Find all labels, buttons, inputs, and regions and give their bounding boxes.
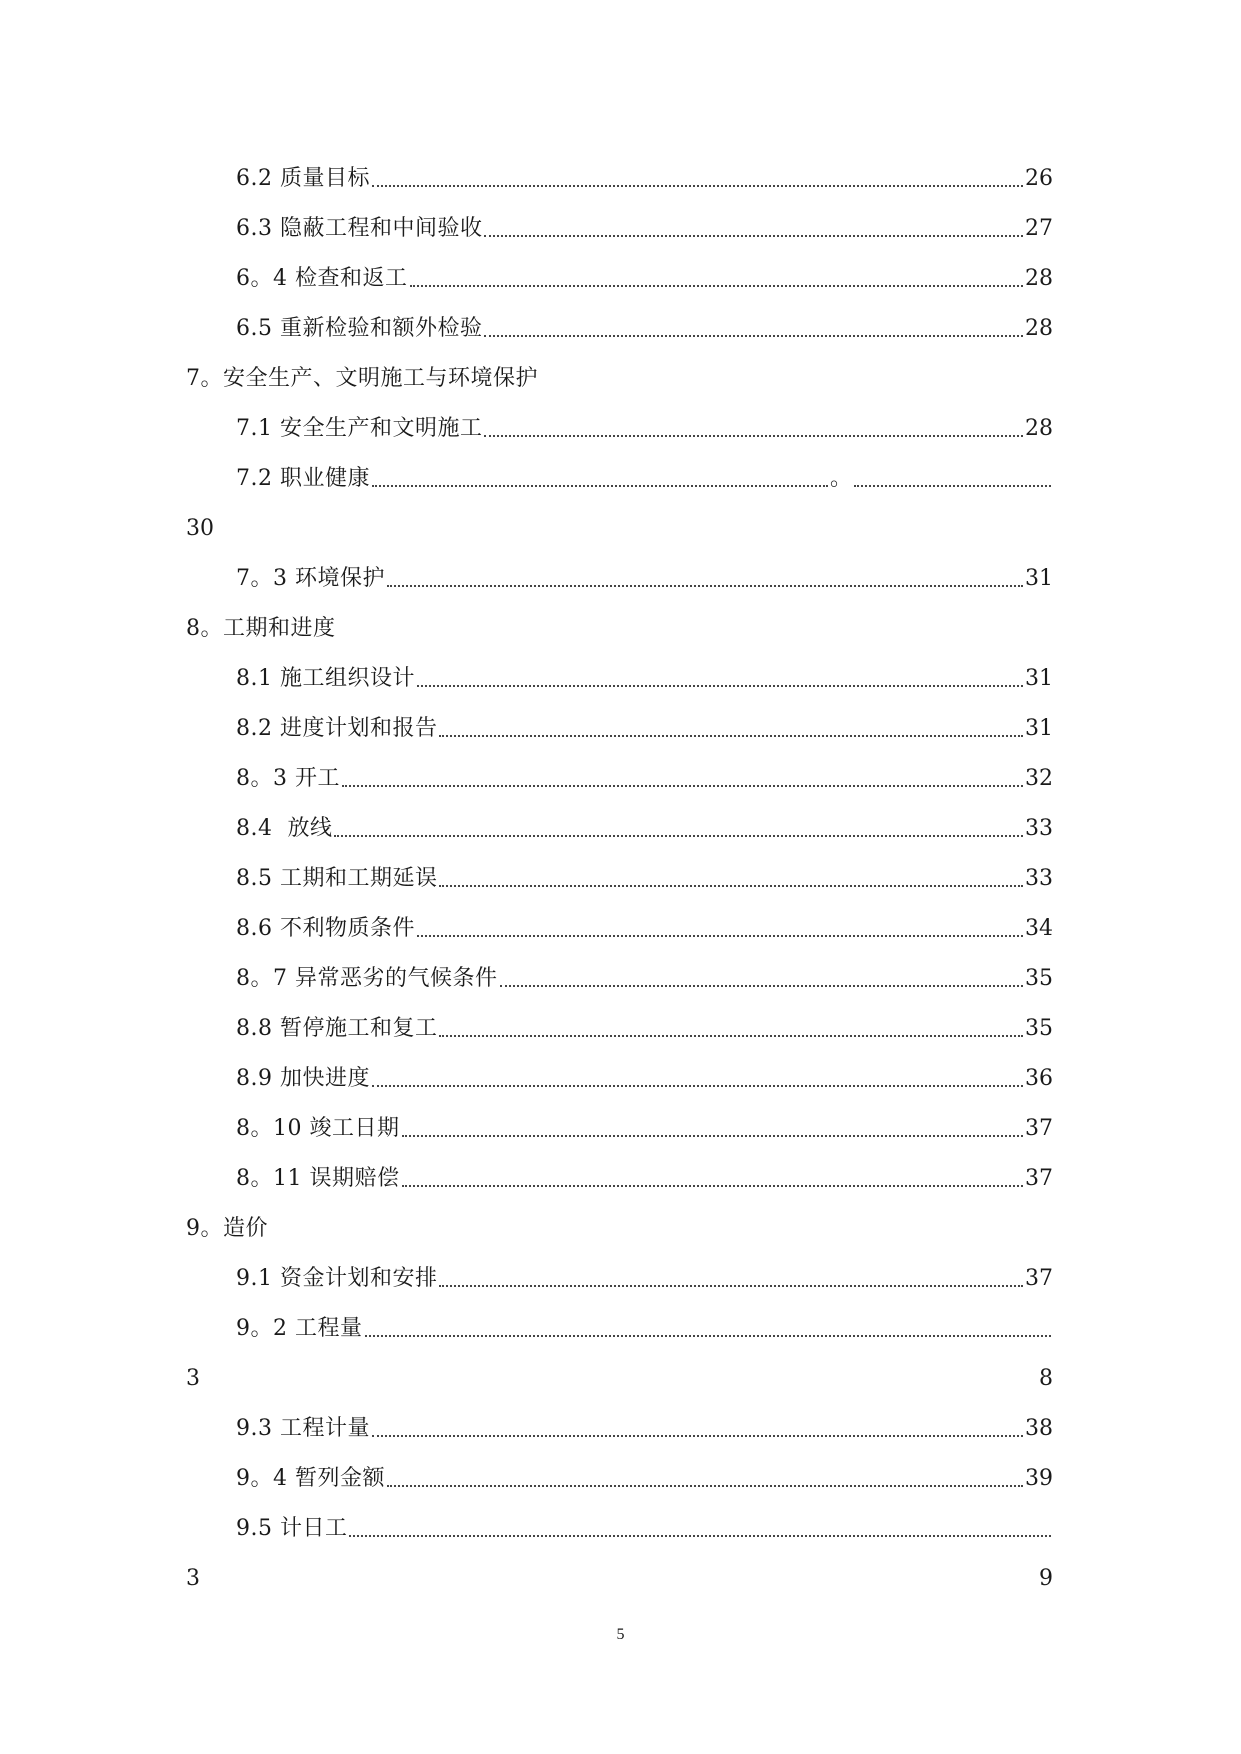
- toc-entry-8-10[interactable]: [236, 1114, 1053, 1144]
- toc-entry-label: 6。4 检查和返工: [236, 266, 408, 291]
- toc-entry-label: 8.1 施工组织设计: [236, 666, 415, 691]
- toc-entry-8-2[interactable]: [236, 714, 1053, 744]
- toc-entry-6-2[interactable]: [236, 164, 1053, 194]
- toc-entry-page: 39: [1025, 1466, 1053, 1491]
- toc-entry-9-3[interactable]: [236, 1414, 1053, 1444]
- toc-entry-page: 38: [1025, 1416, 1053, 1441]
- toc-entry-page: 37: [1025, 1266, 1053, 1291]
- toc-entry-page: 33: [1025, 816, 1053, 841]
- toc-section-label: 9。造价: [186, 1216, 268, 1241]
- toc-entry-label: 8.9 加快进度: [236, 1066, 370, 1091]
- toc-entry-page: 32: [1025, 766, 1053, 791]
- toc-entry-8-3[interactable]: [236, 764, 1053, 794]
- toc-entry-page: 31: [1025, 716, 1053, 741]
- dot-leader: [484, 235, 1023, 237]
- toc-entry-label: 8。11 误期赔偿: [236, 1166, 400, 1191]
- dot-leader: [372, 1435, 1023, 1437]
- dot-leader: [365, 1335, 1052, 1337]
- toc-entry-9-1[interactable]: [236, 1264, 1053, 1294]
- toc-entry-7-1[interactable]: [236, 414, 1053, 444]
- dot-leader: [334, 835, 1023, 837]
- toc-entry-8-1[interactable]: [236, 664, 1053, 694]
- toc-entry-label: 9.1 资金计划和安排: [236, 1266, 438, 1291]
- toc-entry-7-2[interactable]: [236, 464, 1053, 494]
- toc-entry-9-5-page-left: 3: [186, 1566, 200, 1591]
- toc-entry-page: 37: [1025, 1116, 1053, 1141]
- toc-entry-page: 28: [1025, 266, 1053, 291]
- toc-entry-label: 8.8 暂停施工和复工: [236, 1016, 438, 1041]
- toc-entry-label: 9。2 工程量: [236, 1316, 363, 1341]
- toc-entry-label: 7.2 职业健康: [236, 466, 370, 491]
- dot-leader: [372, 485, 828, 487]
- toc-entry-7-3[interactable]: [236, 564, 1053, 594]
- dot-leader: [349, 1535, 1051, 1537]
- toc-entry-9-2[interactable]: [236, 1314, 1053, 1344]
- toc-entry-8-11[interactable]: [236, 1164, 1053, 1194]
- toc-entry-7-2-page: 30: [186, 516, 214, 541]
- toc-entry-label: 6.5 重新检验和额外检验: [236, 316, 483, 341]
- dot-leader: [372, 185, 1023, 187]
- toc-entry-page: 31: [1025, 666, 1053, 691]
- toc-entry-page: 35: [1025, 1016, 1053, 1041]
- toc-entry-9-5[interactable]: [236, 1514, 1053, 1544]
- toc-entry-page: 37: [1025, 1166, 1053, 1191]
- toc-entry-8-9[interactable]: [236, 1064, 1053, 1094]
- toc-entry-label: 8.6 不利物质条件: [236, 916, 415, 941]
- toc-entry-page: 33: [1025, 866, 1053, 891]
- toc-entry-label: 9.3 工程计量: [236, 1416, 370, 1441]
- toc-entry-page: 27: [1025, 216, 1053, 241]
- toc-entry-9-5-page-right: 9: [1039, 1566, 1053, 1591]
- page-number: 5: [616, 1626, 625, 1643]
- toc-section-8[interactable]: [186, 614, 1053, 644]
- toc-entry-8-8[interactable]: [236, 1014, 1053, 1044]
- toc-section-label: 8。工期和进度: [186, 616, 336, 641]
- dot-leader: [342, 785, 1023, 787]
- toc-entry-8-4[interactable]: [236, 814, 1053, 844]
- toc-section-label: 7。安全生产、文明施工与环境保护: [186, 366, 538, 391]
- toc-entry-tail-mark: 。: [829, 466, 852, 491]
- toc-entry-label: 8。10 竣工日期: [236, 1116, 400, 1141]
- dot-leader: [402, 1135, 1024, 1137]
- dot-leader: [402, 1185, 1024, 1187]
- dot-leader: [417, 935, 1023, 937]
- toc-entry-label: 8.5 工期和工期延误: [236, 866, 438, 891]
- dot-leader: [372, 1085, 1023, 1087]
- toc-entry-6-5[interactable]: [236, 314, 1053, 344]
- toc-entry-label: 7。3 环境保护: [236, 566, 385, 591]
- dot-leader: [439, 1285, 1023, 1287]
- toc-entry-label: 8。7 异常恶劣的气候条件: [236, 966, 498, 991]
- dot-leader: [439, 1035, 1023, 1037]
- toc-entry-9-2-page-right: 8: [1039, 1366, 1053, 1391]
- toc-entry-6-3[interactable]: [236, 214, 1053, 244]
- toc-entry-8-7[interactable]: [236, 964, 1053, 994]
- toc-entry-8-6[interactable]: [236, 914, 1053, 944]
- toc-entry-page: 28: [1025, 316, 1053, 341]
- dot-leader: [500, 985, 1024, 987]
- toc-entry-6-4[interactable]: [236, 264, 1053, 294]
- toc-entry-page: 35: [1025, 966, 1053, 991]
- toc-entry-label: 8。3 开工: [236, 766, 340, 791]
- dot-leader: [439, 735, 1023, 737]
- toc-entry-page: 31: [1025, 566, 1053, 591]
- toc-section-7[interactable]: [186, 364, 1053, 394]
- toc-entry-9-4[interactable]: [236, 1464, 1053, 1494]
- toc-entry-page: 26: [1025, 166, 1053, 191]
- toc-entry-9-2-page-left: 3: [186, 1366, 200, 1391]
- toc-entry-label: 7.1 安全生产和文明施工: [236, 416, 483, 441]
- toc-entry-label: 9。4 暂列金额: [236, 1466, 385, 1491]
- toc-entry-8-5[interactable]: [236, 864, 1053, 894]
- toc-entry-page: 28: [1025, 416, 1053, 441]
- dot-leader: [854, 485, 1051, 487]
- toc-section-9[interactable]: [186, 1214, 1053, 1244]
- dot-leader: [484, 435, 1023, 437]
- toc-entry-label: 9.5 计日工: [236, 1516, 348, 1541]
- toc-entry-page: 34: [1025, 916, 1053, 941]
- dot-leader: [484, 335, 1023, 337]
- dot-leader: [387, 1485, 1023, 1487]
- dot-leader: [439, 885, 1023, 887]
- toc-entry-label: 6.3 隐蔽工程和中间验收: [236, 216, 483, 241]
- dot-leader: [417, 685, 1023, 687]
- dot-leader: [410, 285, 1024, 287]
- toc-entry-page: 36: [1025, 1066, 1053, 1091]
- toc-entry-label: 6.2 质量目标: [236, 166, 370, 191]
- toc-entry-label: 8.2 进度计划和报告: [236, 716, 438, 741]
- dot-leader: [387, 585, 1023, 587]
- toc-entry-label: 8.4 放线: [236, 816, 333, 841]
